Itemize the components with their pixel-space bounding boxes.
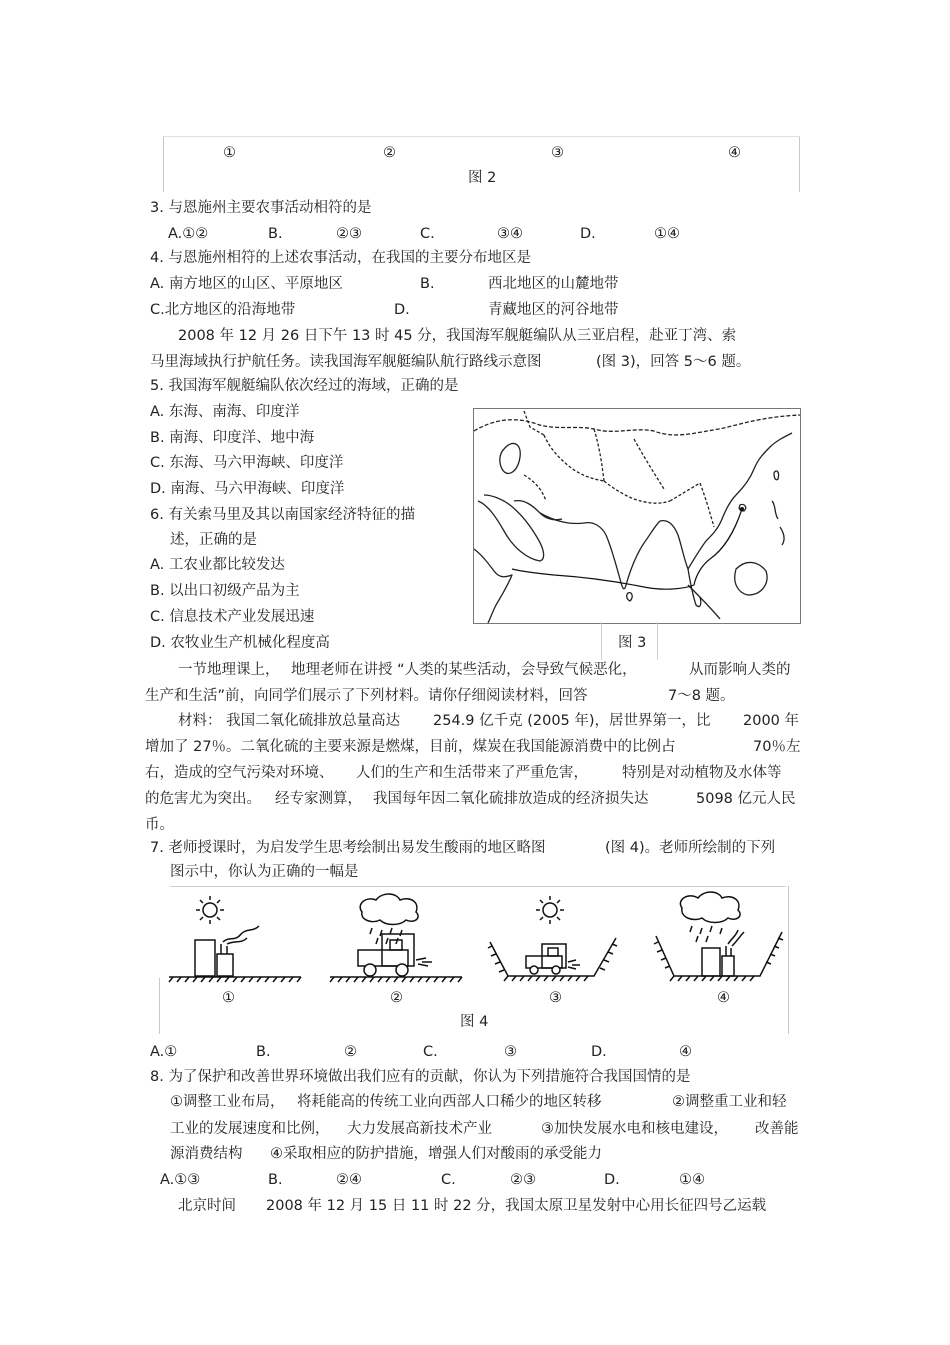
fig2-caption: 图 2 <box>468 170 497 186</box>
fig4-top-border <box>170 886 786 887</box>
q3-option-b-letter[interactable]: B. <box>268 226 283 242</box>
fig2-label-3: ③ <box>551 145 564 161</box>
fig3-caption-left-border <box>601 622 602 660</box>
q8-option-c-text: ②③ <box>510 1172 536 1188</box>
q7-stem-line2: 图示中，你认为正确的一幅是 <box>170 864 359 880</box>
smoke-icon <box>728 930 744 946</box>
fig2-right-border <box>799 136 800 192</box>
q6-stem-line1: 6. 有关索马里及其以南国家经济特征的描 <box>150 507 415 523</box>
material-line4d: 5098 亿元人民 <box>696 791 796 807</box>
factory-icon <box>195 940 215 976</box>
q4-option-a[interactable] <box>150 274 343 294</box>
fig2-label-2: ② <box>383 145 396 161</box>
q8-line1a: ①调整工业布局， <box>170 1094 285 1110</box>
q6-option-c[interactable]: C. 信息技术产业发展迅速 <box>150 609 315 625</box>
fig3-map <box>474 409 800 623</box>
smoke-icon <box>223 926 259 944</box>
fig4-label-3: ③ <box>549 990 562 1006</box>
q4-option-d-letter[interactable]: D. <box>394 302 410 318</box>
q4-option-a-text: 南方地区的山区、平原地区 <box>168 276 343 292</box>
fig2-label-1: ① <box>223 145 236 161</box>
material-line1c: 2000 年 <box>743 713 800 729</box>
q8-line2c: ③加快发展水电和核电建设， <box>541 1121 728 1137</box>
material-line4a: 的危害尤为突出。 <box>145 791 261 807</box>
fig4-label-2: ② <box>390 990 403 1006</box>
q7-option-d-text: ④ <box>679 1044 692 1060</box>
intro56-line2b: (图 3)，回答 5～6 题。 <box>596 354 751 370</box>
intro78-line1c: 从而影响人类的 <box>689 662 791 678</box>
material-line1a: 材料： 我国二氧化硫排放总量高达 <box>178 713 401 729</box>
factory-icon <box>702 948 720 976</box>
fig4-label-1: ① <box>222 990 235 1006</box>
intro78-line2a: 生产和生活”前，向同学们展示了下列材料。请你仔细阅读材料，回答 <box>145 688 588 704</box>
q8-line3b: ④采取相应的防护措施，增强人们对酸雨的承受能力 <box>270 1146 602 1162</box>
fig4-panel-2 <box>326 892 466 982</box>
q8-option-a[interactable] <box>160 1170 200 1190</box>
q4-stem: 4. 与恩施州相符的上述农事活动，在我国的主要分布地区是 <box>150 250 531 266</box>
fig3-caption: 图 3 <box>618 635 647 651</box>
fig2-top-border <box>163 136 800 137</box>
intro78-line1a: 一节地理课上， <box>178 662 280 678</box>
q7-option-a-letter: A. <box>150 1044 165 1060</box>
q7-option-a[interactable] <box>150 1042 177 1062</box>
fig3-caption-right-border <box>657 622 658 660</box>
intro56-line1: 2008 年 12 月 26 日下午 13 时 45 分，我国海军舰艇编队从三亚启程，赴亚丁湾、索 <box>178 328 737 344</box>
q7-option-c-text: ③ <box>504 1044 517 1060</box>
q7-stem-line1b: (图 4)。老师所绘制的下列 <box>605 840 776 856</box>
q4-option-c-letter: C. <box>150 302 165 318</box>
q5-option-c[interactable]: C. 东海、马六甲海峡、印度洋 <box>150 455 344 471</box>
intro56-line2: 马里海域执行护航任务。读我国海军舰艇编队航行路线示意图 <box>150 354 542 370</box>
q4-option-c[interactable] <box>150 300 295 320</box>
q8-line2a: 工业的发展速度和比例， <box>170 1121 330 1137</box>
fig4-panel-3 <box>486 892 626 982</box>
q4-option-b-text: 西北地区的山麓地带 <box>488 276 619 292</box>
tail-line-a: 北京时间 <box>178 1198 236 1214</box>
q7-option-d-letter[interactable]: D. <box>591 1044 607 1060</box>
q3-option-b-text: ②③ <box>336 226 362 242</box>
q7-option-a-text: ① <box>164 1044 178 1060</box>
material-line2b: 70％左 <box>753 739 801 755</box>
q4-option-a-letter: A. <box>150 276 165 292</box>
material-line3a: 右，造成的空气污染对环境、 <box>145 765 334 781</box>
q8-line3a: 源消费结构 <box>170 1146 243 1162</box>
valley-icon <box>656 932 782 976</box>
material-line2a: 增加了 27％。二氧化硫的主要来源是燃煤，目前，煤炭在我国能源消费中的比例占 <box>145 739 676 755</box>
material-line4b: 经专家测算， <box>275 791 362 807</box>
q7-option-b-text: ② <box>344 1044 357 1060</box>
q8-option-a-letter: A. <box>160 1172 175 1188</box>
rain-cloud-icon <box>680 892 740 923</box>
q6-stem-line2: 述，正确的是 <box>170 532 257 548</box>
fig4-panel-1 <box>165 892 305 982</box>
q3-option-a-text: ①② <box>182 226 209 242</box>
sun-icon <box>543 903 557 917</box>
q7-option-b-letter[interactable]: B. <box>256 1044 271 1060</box>
q3-stem: 3. 与恩施州主要农事活动相符的是 <box>150 200 372 216</box>
q5-option-d[interactable]: D. 南海、马六甲海峡、印度洋 <box>150 481 345 497</box>
rain-cloud-icon <box>360 894 418 925</box>
q4-option-b-letter[interactable]: B. <box>420 276 435 292</box>
q3-option-a-letter: A. <box>168 226 183 242</box>
q8-line2d: 改善能 <box>755 1121 799 1137</box>
q8-line2b: 大力发展高新技术产业 <box>347 1121 492 1137</box>
q8-option-b-text: ②④ <box>336 1172 362 1188</box>
fig3-route-line <box>512 509 742 589</box>
q6-option-d[interactable]: D. 农牧业生产机械化程度高 <box>150 635 330 651</box>
q4-option-c-text: 北方地区的沿海地带 <box>164 302 296 318</box>
q8-line1b: 将耗能高的传统工业向西部人口稀少的地区转移 <box>297 1094 602 1110</box>
q4-option-d-text: 青藏地区的河谷地带 <box>488 302 619 318</box>
fig2-left-border <box>163 136 164 192</box>
q3-option-c-text: ③④ <box>497 226 523 242</box>
q3-option-d-letter[interactable]: D. <box>580 226 596 242</box>
q8-option-d-text: ①④ <box>679 1172 705 1188</box>
fig4-caption: 图 4 <box>460 1014 489 1030</box>
q5-option-a[interactable]: A. 东海、南海、印度洋 <box>150 404 300 420</box>
material-line5: 币。 <box>145 817 174 833</box>
q3-option-d-text: ①④ <box>654 226 680 242</box>
q6-option-b[interactable]: B. 以出口初级产品为主 <box>150 583 300 599</box>
intro78-line2b: 7～8 题。 <box>668 688 735 704</box>
fig4-label-4: ④ <box>717 990 730 1006</box>
fig2-label-4: ④ <box>728 145 741 161</box>
q8-option-b-letter[interactable]: B. <box>268 1172 283 1188</box>
q8-stem: 8. 为了保护和改善世界环境做出我们应有的贡献，你认为下列措施符合我国国情的是 <box>150 1069 691 1085</box>
material-line3b: 人们的生产和生活带来了严重危害， <box>356 765 588 781</box>
q3-option-a[interactable] <box>168 224 208 244</box>
q5-option-b[interactable]: B. 南海、印度洋、地中海 <box>150 430 315 446</box>
material-line1b: 254.9 亿千克 (2005 年)，居世界第一，比 <box>433 713 711 729</box>
material-line4c: 我国每年因二氧化硫排放造成的经济损失达 <box>373 791 649 807</box>
material-line3c: 特别是对动植物及水体等 <box>622 765 782 781</box>
fig4-left-border <box>159 978 160 1034</box>
q8-option-a-text: ①③ <box>174 1172 201 1188</box>
q8-option-d-letter[interactable]: D. <box>604 1172 620 1188</box>
q8-line1c: ②调整重工业和轻 <box>672 1094 787 1110</box>
q5-stem: 5. 我国海军舰艇编队依次经过的海域，正确的是 <box>150 378 459 394</box>
q7-option-c-letter[interactable]: C. <box>423 1044 438 1060</box>
intro78-line1b: 地理老师在讲授 “人类的某些活动，会导致气候恶化， <box>291 662 637 678</box>
q7-stem-line1a: 7. 老师授课时，为启发学生思考绘制出易发生酸雨的地区略图 <box>150 840 546 856</box>
q8-option-c-letter[interactable]: C. <box>441 1172 456 1188</box>
sun-icon <box>203 903 217 917</box>
tail-line-b: 2008 年 12 月 15 日 11 时 22 分，我国太原卫星发射中心用长征四号乙运载 <box>266 1198 767 1214</box>
q6-option-a[interactable]: A. 工农业都比较发达 <box>150 557 285 573</box>
fig4-panel-4 <box>652 892 792 982</box>
q3-option-c-letter[interactable]: C. <box>420 226 435 242</box>
